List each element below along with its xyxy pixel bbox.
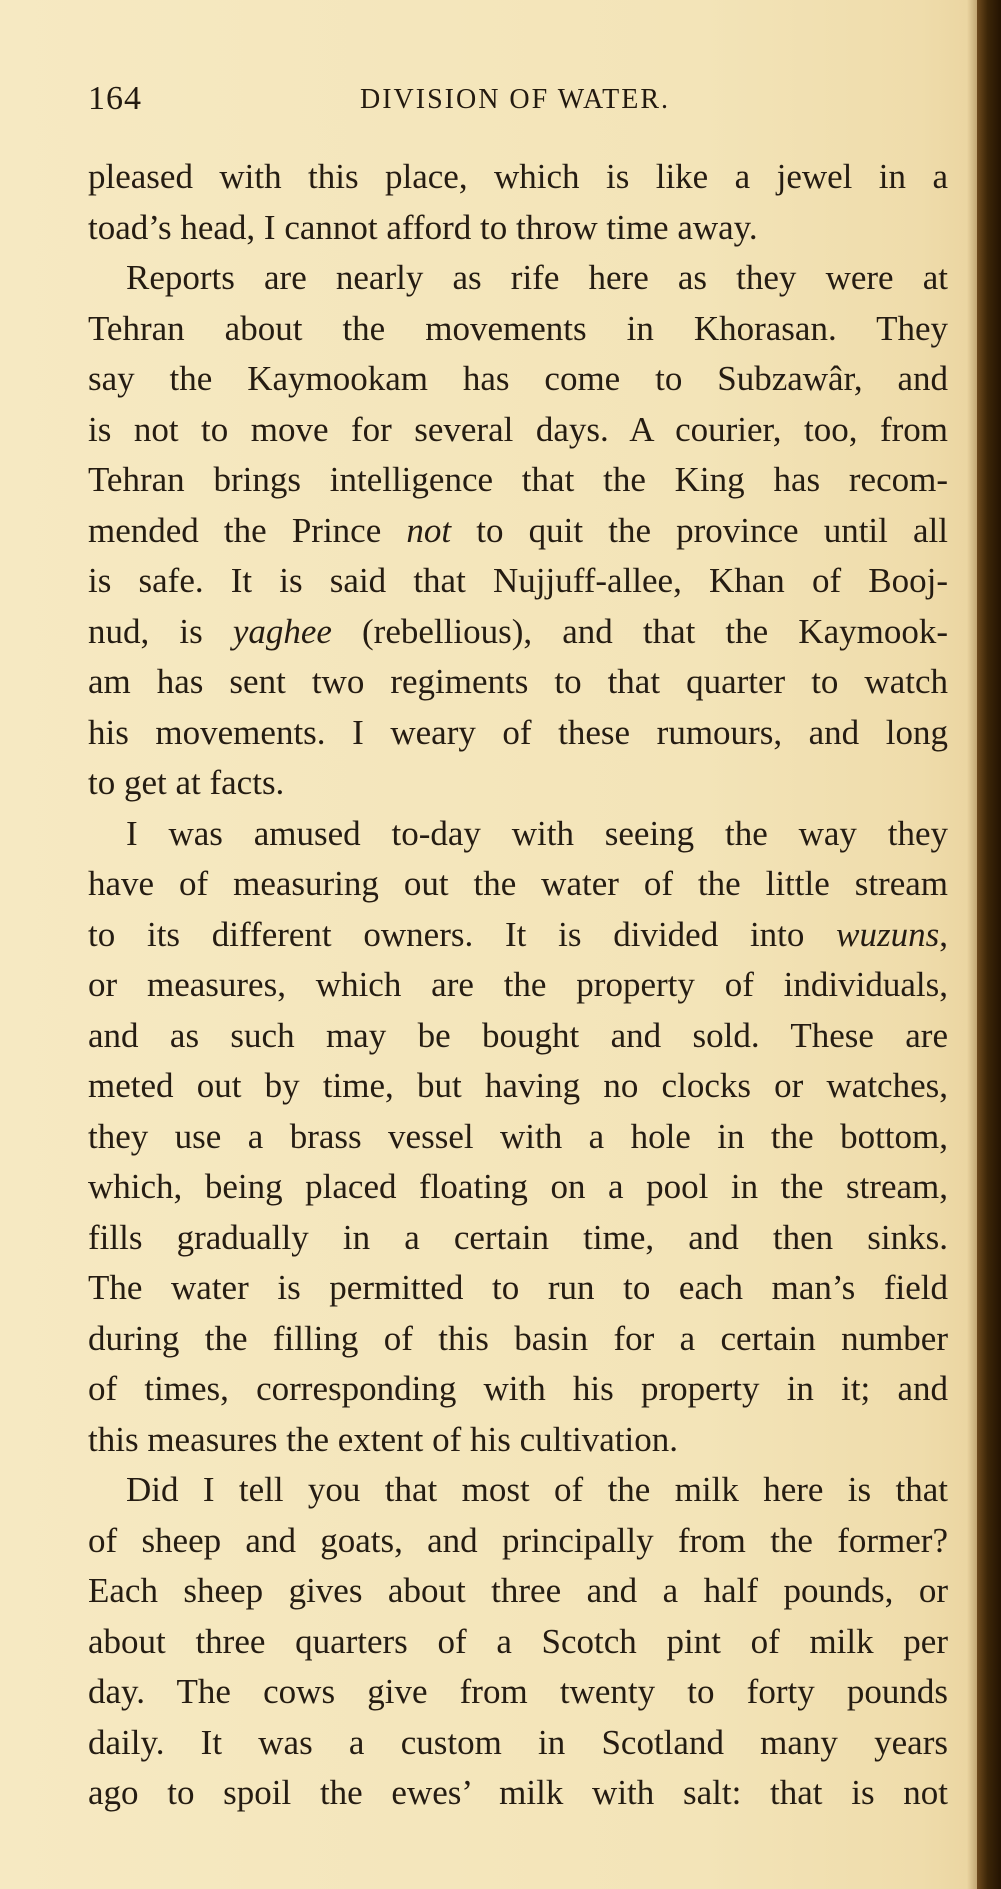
text-line: toad’s head, I cannot afford to throw time away.: [88, 207, 758, 247]
italic-word: wuzuns: [836, 914, 940, 954]
running-head: DIVISION OF WATER.: [360, 84, 671, 115]
text-line: is safe. It is said that Nujjuff-allee, Khan of Booj-: [88, 561, 948, 600]
book-spine-edge: [977, 0, 1001, 1889]
text-line: say the Kaymookam has come to Subzawâr, and: [88, 359, 948, 398]
text-line: Did I tell you that most of the milk here is that: [126, 1470, 948, 1509]
text-line: pleased with this place, which is like a jewel in a: [88, 157, 948, 196]
text-line: Reports are nearly as rife here as they were at: [126, 258, 948, 297]
text-line: they use a brass vessel with a hole in the bottom,: [88, 1116, 948, 1156]
text-line: Tehran brings intelligence that the King has recom-: [88, 460, 948, 499]
text-line: of sheep and goats, and principally from the former?: [88, 1520, 948, 1560]
text-line: to its different owners. It is divided into wuzuns,: [88, 914, 948, 954]
text-line: this measures the extent of his cultivation.: [88, 1419, 679, 1459]
text-line: The water is permitted to run to each man’s field: [88, 1268, 948, 1307]
text-line: during the filling of this basin for a certain number: [88, 1318, 948, 1358]
text-line: ago to spoil the ewes’ milk with salt: that is not: [88, 1773, 948, 1812]
page-gutter-shadow: [967, 0, 977, 1889]
text-line: is not to move for several days. A courier, too, from: [88, 409, 948, 449]
page-header: [88, 80, 948, 130]
text-line: about three quarters of a Scotch pint of milk per: [88, 1621, 948, 1661]
text-line: mended the Prince not to quit the province until all: [88, 510, 948, 550]
text-line: day. The cows give from twenty to forty pounds: [88, 1672, 948, 1711]
italic-word: not: [406, 510, 452, 550]
text-line: am has sent two regiments to that quarter to watch: [88, 662, 948, 701]
text-line: Each sheep gives about three and a half pounds, or: [88, 1571, 948, 1610]
text-line: have of measuring out the water of the little stream: [88, 864, 948, 903]
text-line: daily. It was a custom in Scotland many years: [88, 1722, 948, 1762]
text-line: which, being placed floating on a pool in the stream,: [88, 1167, 948, 1206]
text-line: or measures, which are the property of individuals,: [88, 965, 948, 1004]
text-line: to get at facts.: [88, 763, 285, 802]
italic-word: yaghee: [232, 611, 332, 651]
text-line: of times, corresponding with his property in it; and: [88, 1369, 948, 1408]
page-number: 164: [88, 80, 142, 117]
text-line: meted out by time, but having no clocks or watches,: [88, 1066, 948, 1105]
text-line: and as such may be bought and sold. These are: [88, 1015, 948, 1055]
text-line: fills gradually in a certain time, and then sinks.: [88, 1217, 948, 1257]
text-line: nud, is yaghee (rebellious), and that the Kaymook-: [88, 611, 948, 651]
text-line: his movements. I weary of these rumours, and long: [88, 712, 948, 752]
body-text: [88, 152, 948, 1819]
text-line: Tehran about the movements in Khorasan. They: [88, 308, 948, 348]
text-line: I was amused to-day with seeing the way they: [126, 813, 948, 853]
